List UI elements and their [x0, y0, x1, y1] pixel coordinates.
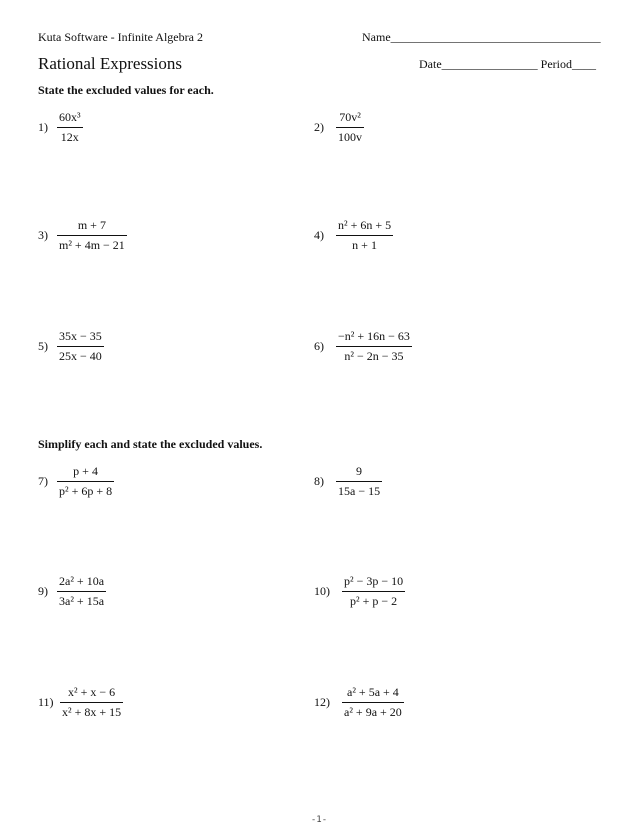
denominator: 15a − 15	[336, 481, 382, 499]
numerator: p + 4	[73, 464, 98, 478]
fraction	[342, 685, 404, 720]
problem-number: 8)	[314, 474, 324, 488]
fraction	[336, 110, 364, 145]
section-heading: State the excluded values for each.	[38, 83, 214, 97]
fraction	[336, 218, 393, 253]
problem-number: 9)	[38, 584, 48, 598]
denominator: 3a² + 15a	[57, 591, 106, 609]
numerator: m + 7	[77, 218, 106, 232]
fraction	[60, 685, 123, 720]
page-number: -1-	[310, 815, 328, 825]
problem-number: 5)	[38, 339, 48, 353]
denominator: a² + 9a + 20	[342, 702, 404, 720]
numerator: 60x³	[59, 110, 81, 124]
section-heading: Simplify each and state the excluded values.	[38, 437, 263, 451]
denominator: 100v	[336, 127, 364, 145]
denominator: n² − 2n − 35	[336, 346, 412, 364]
problem-number: 1)	[38, 120, 48, 134]
numerator: x² + x − 6	[68, 685, 116, 699]
name-field: Name___________________________________	[362, 30, 601, 44]
fraction	[57, 110, 83, 145]
numerator: 2a² + 10a	[59, 574, 105, 588]
numerator: p² − 3p − 10	[344, 574, 404, 588]
denominator: m² + 4m − 21	[57, 235, 127, 253]
fraction	[57, 218, 127, 253]
numerator: −n² + 16n − 63	[338, 329, 410, 343]
denominator: x² + 8x + 15	[60, 702, 123, 720]
problem-number: 3)	[38, 228, 48, 242]
denominator: 12x	[57, 127, 83, 145]
numerator: 70v²	[339, 110, 361, 124]
denominator: p² + p − 2	[342, 591, 405, 609]
fraction	[336, 329, 412, 364]
fraction	[57, 464, 114, 499]
worksheet-title: Rational Expressions	[38, 54, 183, 73]
date-period-field: Date________________ Period____	[419, 57, 596, 71]
problem-number: 12)	[314, 695, 330, 709]
numerator: 35x − 35	[59, 329, 102, 343]
numerator: a² + 5a + 4	[347, 685, 399, 699]
denominator: n + 1	[336, 235, 393, 253]
fraction	[57, 329, 104, 364]
problem-number: 7)	[38, 474, 48, 488]
problem-number: 6)	[314, 339, 324, 353]
fraction	[336, 464, 382, 499]
denominator: 25x − 40	[57, 346, 104, 364]
fraction	[342, 574, 405, 609]
fraction	[57, 574, 106, 609]
numerator: 9	[356, 464, 363, 478]
problem-number: 2)	[314, 120, 324, 134]
problem-number: 10)	[314, 584, 330, 598]
numerator: n² + 6n + 5	[338, 218, 392, 232]
problem-number: 4)	[314, 228, 324, 242]
problem-number: 11)	[38, 695, 54, 709]
software-label: Kuta Software - Infinite Algebra 2	[38, 30, 203, 44]
denominator: p² + 6p + 8	[57, 481, 114, 499]
